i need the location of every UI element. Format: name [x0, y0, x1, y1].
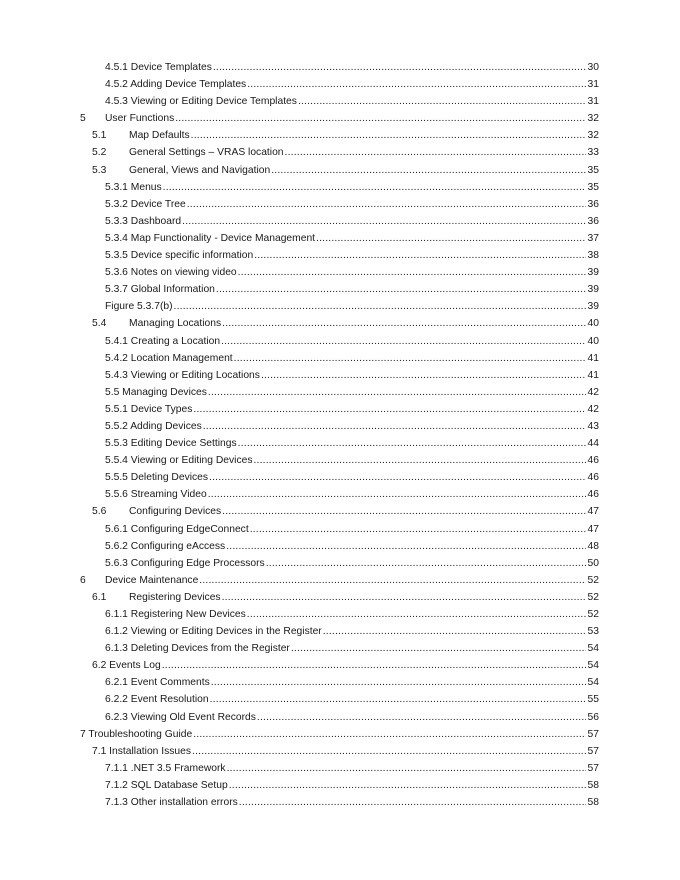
toc-entry-title: General Settings – VRAS location: [129, 147, 284, 159]
dot-leader: [238, 264, 586, 281]
toc-entry[interactable]: [0, 418, 680, 435]
toc-entry-title: 7 Troubleshooting Guide: [80, 728, 193, 740]
toc-entry-page: 31: [587, 79, 599, 91]
toc-entry-title: 7.1.1 .NET 3.5 Framework: [105, 762, 226, 774]
toc-entry-page: 46: [587, 455, 599, 467]
toc-entry-title: 5.3.7 Global Information: [105, 284, 215, 296]
toc-entry-title: 6.1.3 Deleting Devices from the Register: [105, 643, 290, 655]
toc-entry-number: 5.6: [92, 506, 107, 518]
toc-entry-page: 54: [587, 643, 599, 655]
toc-entry[interactable]: [0, 589, 680, 606]
toc-entry-page: 43: [587, 420, 599, 432]
toc-entry[interactable]: [0, 691, 680, 708]
toc-entry-page: 55: [587, 694, 599, 706]
toc-entry[interactable]: [0, 623, 680, 640]
toc-entry-title: 5.3.4 Map Functionality - Device Management: [105, 232, 316, 244]
dot-leader: [250, 521, 586, 538]
toc-entry-number: 5.3: [92, 164, 107, 176]
toc-entry-title: 5.4.1 Creating a Location: [105, 335, 221, 347]
dot-leader: [199, 572, 586, 589]
toc-entry-page: 48: [587, 540, 599, 552]
toc-entry[interactable]: [0, 59, 680, 76]
toc-entry[interactable]: [0, 486, 680, 503]
toc-entry[interactable]: [0, 196, 680, 213]
toc-entry-page: 52: [587, 574, 599, 586]
toc-entry-title: Figure 5.3.7(b): [105, 301, 173, 313]
dot-leader: [227, 760, 586, 777]
dot-leader: [285, 144, 586, 161]
toc-entry-page: 47: [587, 506, 599, 518]
toc-entry-page: 52: [587, 609, 599, 620]
dot-leader: [271, 162, 586, 179]
toc-entry-page: 40: [587, 335, 599, 347]
dot-leader: [162, 657, 586, 674]
toc-entry-title: 6.2.2 Event Resolution: [105, 694, 209, 706]
toc-entry-title: 6.2.1 Event Comments: [105, 677, 210, 689]
toc-entry-page: 32: [587, 113, 599, 125]
toc-entry-page: 57: [587, 728, 599, 740]
toc-entry-page: 58: [587, 779, 599, 791]
toc-entry[interactable]: [0, 709, 680, 726]
dot-leader: [222, 315, 586, 332]
toc-entry-page: 39: [587, 301, 599, 313]
toc-entry-page: 53: [587, 626, 599, 638]
toc-entry[interactable]: [0, 435, 680, 452]
toc-entry-title: 5.5.2 Adding Devices: [105, 420, 202, 432]
toc-entry[interactable]: [0, 93, 680, 110]
dot-leader: [238, 435, 586, 452]
toc-entry[interactable]: [0, 794, 680, 811]
toc-entry-title: Device Maintenance: [105, 574, 199, 586]
toc-entry[interactable]: [0, 179, 680, 196]
toc-entry-title: 4.5.2 Adding Device Templates: [105, 79, 247, 91]
toc-entry-title: 5.3.6 Notes on viewing video: [105, 267, 237, 279]
dot-leader: [222, 503, 586, 520]
toc-entry-page: 57: [587, 745, 599, 757]
toc-entry-title: 5.6.2 Configuring eAccess: [105, 540, 226, 552]
toc-entry-page: 35: [587, 164, 599, 176]
toc-entry[interactable]: [0, 110, 680, 127]
toc-entry[interactable]: [0, 298, 680, 315]
toc-entry-page: 50: [587, 557, 599, 569]
dot-leader: [229, 777, 586, 794]
toc-entry[interactable]: [0, 606, 680, 623]
dot-leader: [209, 469, 586, 486]
dot-leader: [257, 709, 586, 726]
dot-leader: [222, 589, 586, 606]
toc-entry-page: 42: [587, 386, 599, 398]
toc-entry[interactable]: [0, 315, 680, 332]
dot-leader: [266, 555, 586, 572]
toc-entry-title: 4.5.3 Viewing or Editing Device Templates: [105, 96, 297, 108]
toc-entry-title: 5.6.3 Configuring Edge Processors: [105, 557, 265, 569]
dot-leader: [175, 110, 586, 127]
toc-entry-title: 4.5.1 Device Templates: [105, 62, 212, 73]
dot-leader: [291, 640, 586, 657]
toc-entry[interactable]: [0, 657, 680, 674]
toc-entry[interactable]: [0, 333, 680, 350]
toc-entry-page: 31: [587, 96, 599, 108]
toc-entry[interactable]: [0, 538, 680, 555]
dot-leader: [323, 623, 586, 640]
table-of-contents: [0, 59, 680, 811]
dot-leader: [163, 179, 586, 196]
toc-entry-page: 30: [587, 62, 599, 73]
dot-leader: [192, 743, 586, 760]
toc-entry-page: 40: [587, 318, 599, 330]
toc-entry-title: 6.1.1 Registering New Devices: [105, 609, 246, 620]
toc-entry-page: 44: [587, 438, 599, 450]
dot-leader: [208, 486, 586, 503]
toc-entry-title: 5.4.3 Viewing or Editing Locations: [105, 369, 260, 381]
dot-leader: [193, 401, 586, 418]
toc-entry-number: 5: [80, 113, 86, 125]
dot-leader: [191, 127, 586, 144]
toc-entry-title: 5.3.2 Device Tree: [105, 198, 186, 210]
dot-leader: [247, 76, 586, 93]
toc-entry-number: 5.2: [92, 147, 107, 159]
toc-entry-page: 46: [587, 472, 599, 484]
dot-leader: [211, 674, 586, 691]
toc-entry[interactable]: [0, 367, 680, 384]
toc-entry-title: 5.3.1 Menus: [105, 181, 162, 193]
toc-entry-page: 35: [587, 181, 599, 193]
toc-entry[interactable]: [0, 144, 680, 161]
toc-entry-number: 5.4: [92, 318, 107, 330]
toc-entry-page: 42: [587, 403, 599, 415]
dot-leader: [213, 59, 586, 76]
toc-entry-page: 41: [587, 369, 599, 381]
toc-entry[interactable]: [0, 281, 680, 298]
toc-entry[interactable]: [0, 264, 680, 281]
dot-leader: [210, 691, 586, 708]
toc-entry-title: 5.5.6 Streaming Video: [105, 489, 207, 501]
toc-entry[interactable]: [0, 521, 680, 538]
toc-entry-title: 5.4.2 Location Management: [105, 352, 233, 364]
toc-entry-page: 58: [587, 797, 599, 809]
toc-entry[interactable]: [0, 230, 680, 247]
toc-entry-title: 6.2.3 Viewing Old Event Records: [105, 711, 256, 723]
toc-entry[interactable]: [0, 76, 680, 93]
dot-leader: [254, 247, 586, 264]
toc-entry-title: 5.6.1 Configuring EdgeConnect: [105, 523, 249, 535]
toc-entry[interactable]: [0, 777, 680, 794]
toc-entry-title: 7.1 Installation Issues: [92, 745, 192, 757]
dot-leader: [316, 230, 586, 247]
toc-entry[interactable]: [0, 350, 680, 367]
toc-entry-page: 56: [587, 711, 599, 723]
dot-leader: [221, 333, 586, 350]
toc-entry-page: 46: [587, 489, 599, 501]
toc-entry-title: 5.3.5 Device specific information: [105, 250, 254, 262]
dot-leader: [182, 213, 586, 230]
toc-entry-page: 57: [587, 762, 599, 774]
toc-entry-page: 36: [587, 198, 599, 210]
toc-entry-page: 41: [587, 352, 599, 364]
toc-entry-page: 32: [587, 130, 599, 142]
toc-entry[interactable]: [0, 760, 680, 777]
toc-entry-title: Map Defaults: [129, 130, 190, 142]
dot-leader: [187, 196, 586, 213]
toc-entry-title: 5.5 Managing Devices: [105, 386, 207, 398]
toc-entry[interactable]: [0, 384, 680, 401]
toc-entry-number: 5.1: [92, 130, 107, 142]
toc-entry-title: 7.1.3 Other installation errors: [105, 797, 238, 809]
toc-entry-page: 33: [587, 147, 599, 159]
dot-leader: [216, 281, 586, 298]
dot-leader: [239, 794, 586, 811]
toc-entry[interactable]: [0, 743, 680, 760]
toc-entry[interactable]: [0, 452, 680, 469]
toc-entry[interactable]: [0, 674, 680, 691]
toc-entry-page: 39: [587, 267, 599, 279]
toc-entry[interactable]: [0, 640, 680, 657]
toc-entry-title: 7.1.2 SQL Database Setup: [105, 779, 228, 791]
toc-entry[interactable]: [0, 162, 680, 179]
dot-leader: [234, 350, 586, 367]
dot-leader: [208, 384, 586, 401]
toc-entry-title: 5.5.3 Editing Device Settings: [105, 438, 237, 450]
toc-entry-page: 36: [587, 215, 599, 227]
toc-entry-page: 47: [587, 523, 599, 535]
toc-entry-title: User Functions: [105, 113, 175, 125]
toc-entry[interactable]: [0, 127, 680, 144]
toc-entry-title: Configuring Devices: [129, 506, 222, 518]
toc-entry-title: 6.1.2 Viewing or Editing Devices in the Register: [105, 626, 322, 638]
toc-entry[interactable]: [0, 469, 680, 486]
toc-entry-page: 54: [587, 660, 599, 672]
toc-entry-page: 54: [587, 677, 599, 689]
toc-entry-page: 39: [587, 284, 599, 296]
dot-leader: [174, 298, 586, 315]
toc-entry-title: Managing Locations: [129, 318, 222, 330]
dot-leader: [253, 452, 586, 469]
toc-entry-title: 5.3.3 Dashboard: [105, 215, 182, 227]
toc-entry-title: 5.5.4 Viewing or Editing Devices: [105, 455, 253, 467]
toc-entry[interactable]: [0, 401, 680, 418]
toc-entry[interactable]: [0, 572, 680, 589]
toc-entry-title: 6.2 Events Log: [92, 660, 161, 672]
toc-entry-title: General, Views and Navigation: [129, 164, 271, 176]
toc-entry[interactable]: [0, 555, 680, 572]
dot-leader: [247, 606, 586, 623]
toc-entry-page: 38: [587, 250, 599, 262]
dot-leader: [226, 538, 586, 555]
dot-leader: [261, 367, 586, 384]
toc-entry-page: 37: [587, 232, 599, 244]
toc-entry-title: Registering Devices: [129, 591, 221, 603]
dot-leader: [298, 93, 586, 110]
toc-entry-number: 6: [80, 574, 86, 586]
toc-entry-title: 5.5.1 Device Types: [105, 403, 193, 415]
toc-entry[interactable]: [0, 247, 680, 264]
dot-leader: [193, 726, 586, 743]
toc-entry-page: 52: [587, 591, 599, 603]
toc-entry-number: 6.1: [92, 591, 107, 603]
toc-entry-title: 5.5.5 Deleting Devices: [105, 472, 209, 484]
dot-leader: [203, 418, 586, 435]
toc-entry[interactable]: [0, 213, 680, 230]
toc-entry[interactable]: [0, 726, 680, 743]
toc-entry[interactable]: [0, 503, 680, 520]
